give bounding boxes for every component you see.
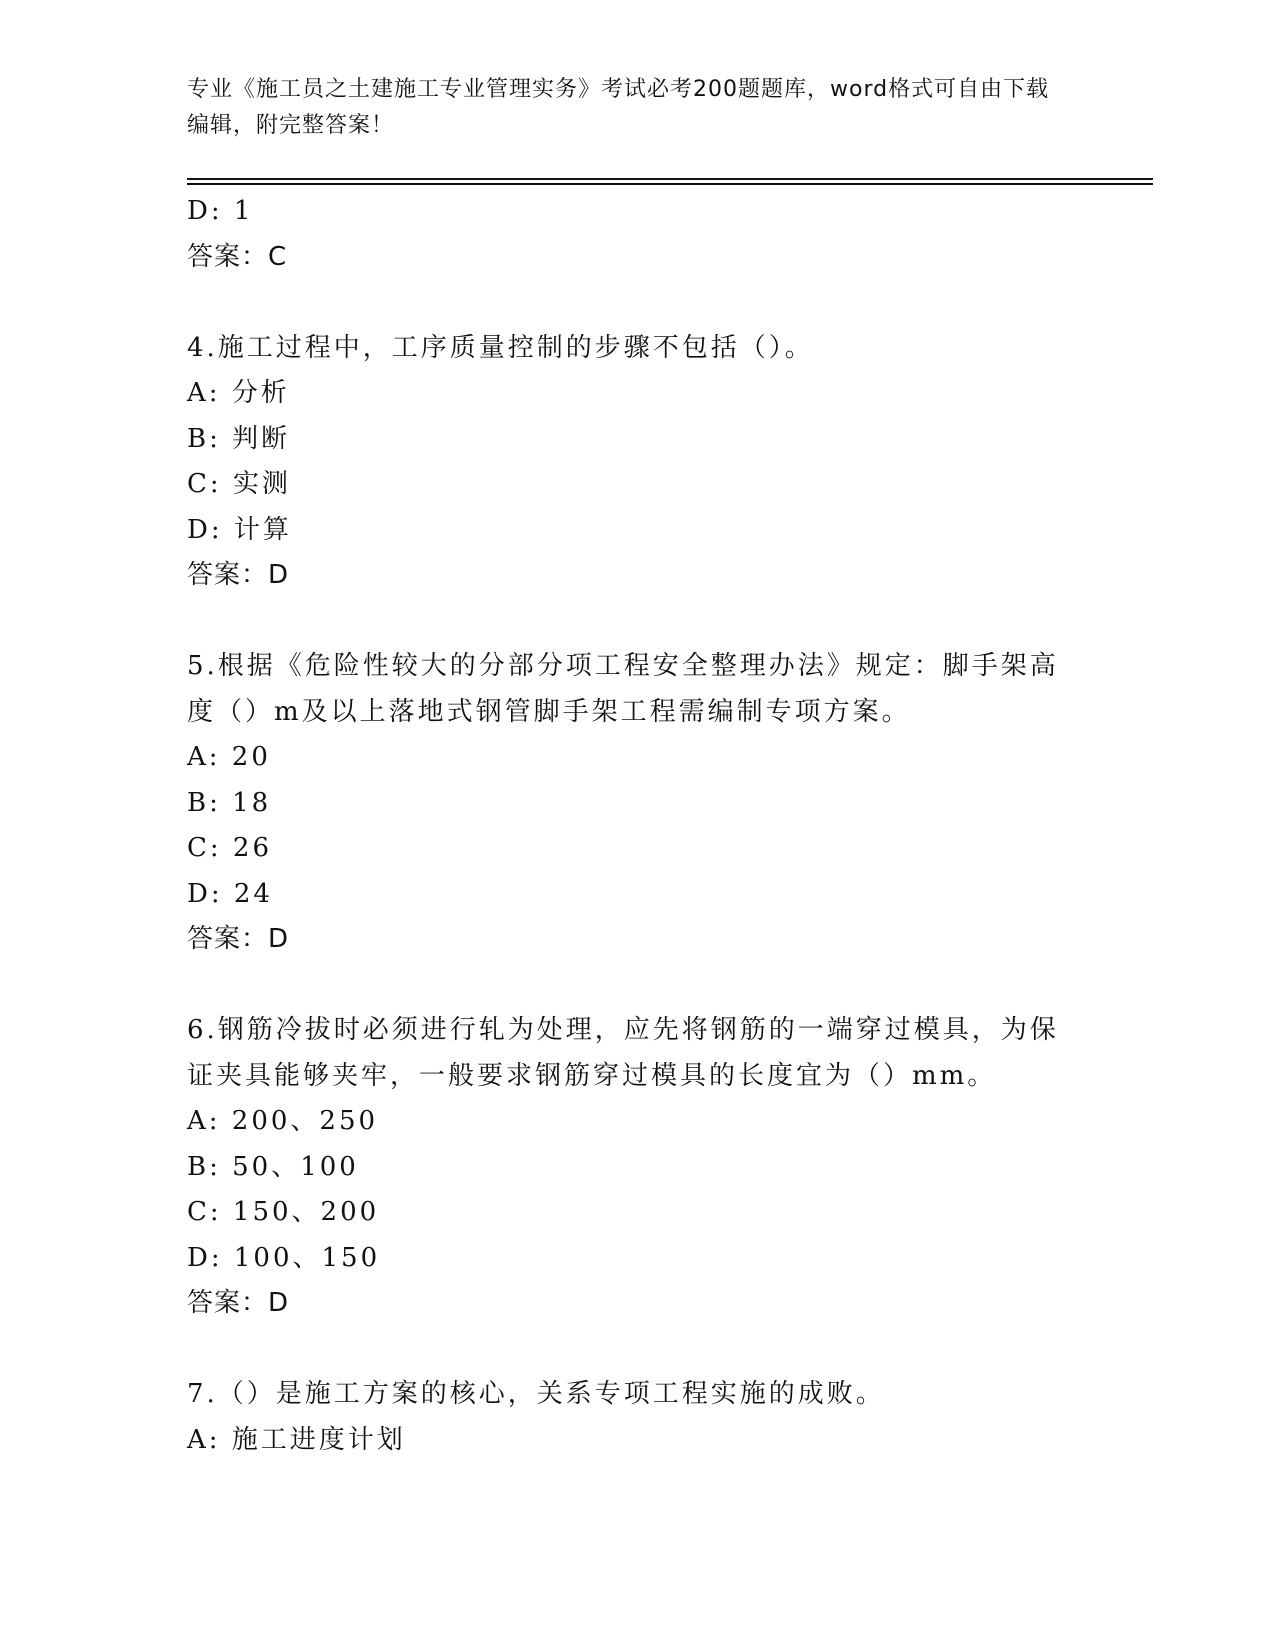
question-3-tail (187, 189, 1087, 280)
spacer (187, 963, 1087, 1009)
question-7 (187, 1372, 1087, 1463)
option-a: A: 分析 (187, 378, 290, 408)
option-c: C: 26 (187, 833, 273, 863)
question-4 (187, 326, 1087, 599)
option-b: B: 50、100 (187, 1151, 359, 1182)
answer-line: 答案：D (187, 924, 290, 954)
header-rule-top (187, 178, 1153, 180)
option-a: A: 200、250 (187, 1106, 379, 1136)
option-a: A: 施工进度计划 (187, 1424, 406, 1455)
question-stem: 6.钢筋冷拔时必须进行轧为处理，应先将钢筋的一端穿过模具，为保 (187, 1015, 1059, 1045)
option-d: D: 24 (187, 878, 273, 909)
option-c: C: 150、200 (187, 1197, 380, 1227)
spacer (187, 1327, 1087, 1373)
option-d: D: 1 (187, 196, 254, 226)
question-6 (187, 1008, 1087, 1327)
document-header: 专业《施工员之土建施工专业管理实务》考试必考200题题库，word格式可自由下载编辑，附完整答案！ (187, 77, 1050, 138)
option-c: C: 实测 (187, 469, 291, 499)
question-stem: 4.施工过程中，工序质量控制的步骤不包括（）。 (187, 332, 814, 363)
answer-line: 答案：D (187, 1288, 290, 1318)
answer-line: 答案：C (187, 241, 288, 272)
spacer (187, 280, 1087, 326)
option-d: D: 100、150 (187, 1242, 381, 1273)
option-b: B: 18 (187, 787, 272, 818)
option-d: D: 计算 (187, 514, 292, 545)
question-5 (187, 644, 1087, 963)
document-body (187, 189, 1087, 1463)
question-stem-continued: 证夹具能够夹牢，一般要求钢筋穿过模具的长度宜为（）mm。 (187, 1060, 997, 1091)
header-rule-bottom (187, 183, 1153, 185)
answer-line: 答案：D (187, 560, 290, 590)
question-stem-continued: 度（）m及以上落地式钢管脚手架工程需编制专项方案。 (187, 696, 911, 727)
spacer (187, 599, 1087, 645)
question-stem: 5.根据《危险性较大的分部分项工程安全整理办法》规定：脚手架高 (187, 651, 1059, 681)
option-a: A: 20 (187, 742, 271, 772)
option-b: B: 判断 (187, 423, 291, 454)
question-stem: 7.（）是施工方案的核心，关系专项工程实施的成败。 (187, 1379, 885, 1409)
